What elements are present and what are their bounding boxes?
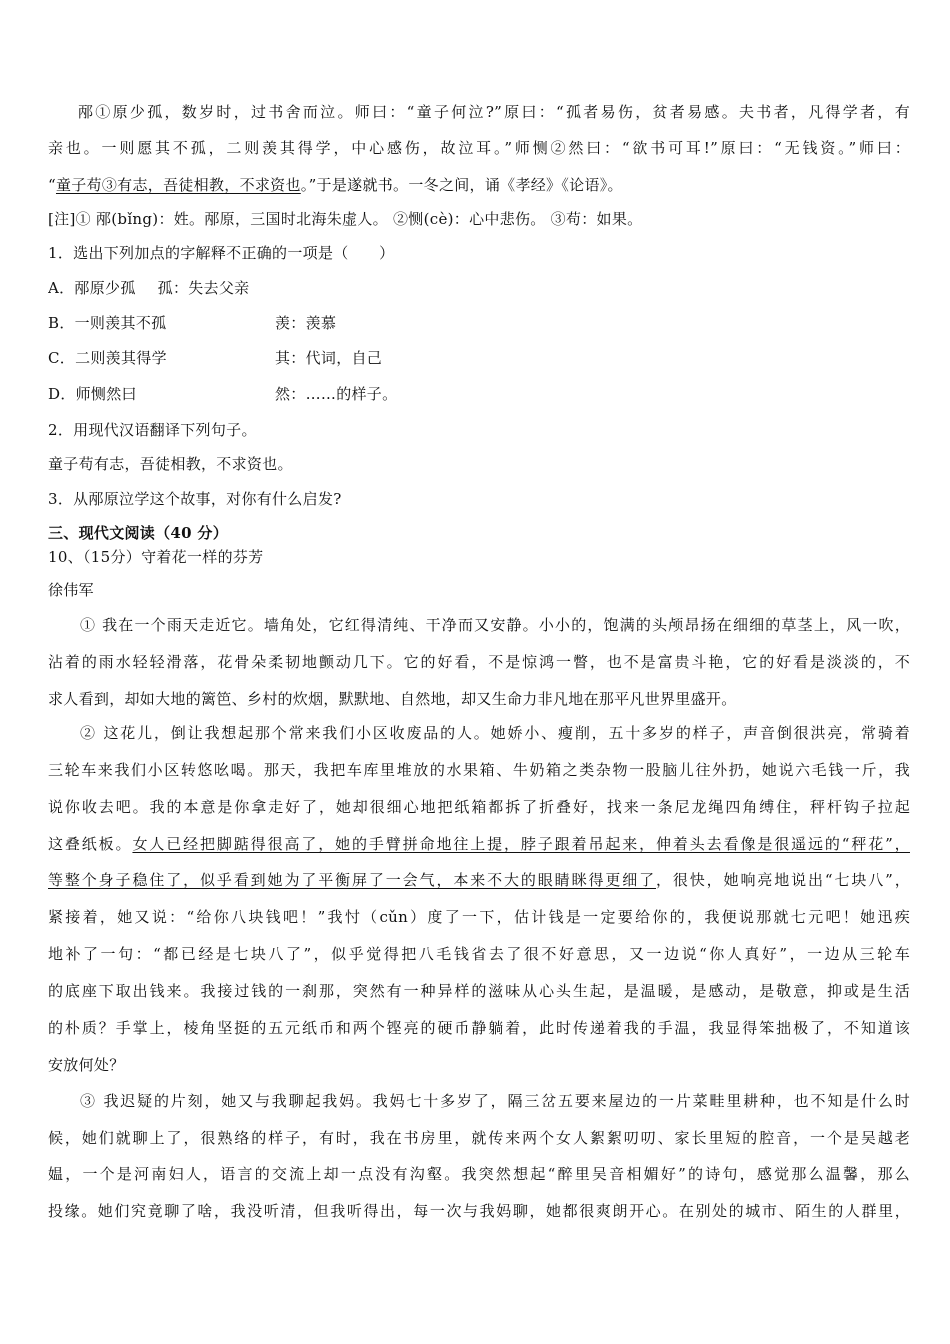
article-p1-line-3: 求人看到，却如大地的篱笆、乡村的炊烟，默默地、自然地，却又生命力非凡地在那平凡世界里盛开。: [48, 690, 737, 708]
article-p3-line-4: 投缘。她们究竟聊了啥，我没听清，但我听得出，每一次与我妈聊，她都很爽朗开心。在别处的城市、陌生的人群里，: [48, 1202, 910, 1220]
option-a: [48, 277, 910, 299]
option-a-text: A．邴原少孤: [48, 279, 136, 297]
article-p2-line-1: ② 这花儿，倒让我想起那个常来我们小区收废品的人。她娇小、瘦削，五十多岁的样子，声音倒很洪亮，常骑着: [80, 724, 910, 742]
article-p2-line-3: 说你收去吧。我的本意是你拿走好了，她却很细心地把纸箱都拆了折叠好，找来一条尼龙绳四角缚住，秤杆钩子拉起: [48, 798, 910, 816]
option-b-text: B．一则羡其不孤: [48, 314, 167, 332]
option-d-explanation: 然：……的样子。: [275, 385, 398, 403]
article-p1-line-2: 沾着的雨水轻轻滑落，花骨朵柔韧地颤动几下。它的好看，不是惊鸿一瞥，也不是富贵斗艳，它的好看是淡淡的，不: [48, 653, 910, 671]
option-c-text: C．二则羡其得学: [48, 349, 167, 367]
option-c: [48, 347, 910, 369]
p2-line-5-plain: ，很快，她响亮地说出“七块八”，: [656, 871, 910, 889]
classical-line-3: [48, 174, 910, 196]
question-3: 3．从邴原泣学这个故事，对你有什么启发?: [48, 490, 342, 508]
underlined-sentence: 童子苟③有志，吾徒相教，不求资也: [55, 176, 301, 194]
article-p2-line-6: 紧接着，她又说：“给你八块钱吧！”我忖（cǔn）度了一下，估计钱是一定要给你的，我便说那就七元吧！她迅疾: [48, 908, 910, 926]
article-p1-line-1: ① 我在一个雨天走近它。墙角处，它红得清纯、干净而又安静。小小的，饱满的头颅昂扬在细细的草茎上，风一吹，: [80, 616, 910, 634]
question-2: 2．用现代汉语翻译下列句子。: [48, 421, 257, 439]
quote-open: “: [48, 176, 56, 194]
article-p2-line-7: 地补了一句：“都已经是七块八了”，似乎觉得把八毛钱省去了很不好意思，又一边说“你人真好”，一边从三轮车: [48, 945, 910, 963]
option-d-text: D．师恻然曰: [48, 385, 137, 403]
classical-line-3-rest: 。”于是遂就书。一冬之间，诵《孝经》《论语》。: [300, 176, 623, 194]
article-p3-line-3: 媪，一个是河南妇人，语言的交流上却一点没有沟壑。我突然想起“醉里吴音相媚好”的诗句，感觉那么温馨，那么: [48, 1165, 910, 1183]
classical-line-1: 邴①原少孤，数岁时，过书舍而泣。师曰：“童子何泣?”原曰：“孤者易伤，贫者易感。夫书者，凡得学者，有: [78, 103, 910, 121]
classical-line-2: 亲也。一则愿其不孤，二则羡其得学，中心感伤，故泣耳。”师恻②然曰：“欲书可耳!”原曰：“无钱资。”师曰：: [48, 139, 910, 157]
article-p2-line-10: 安放何处？: [48, 1056, 125, 1074]
option-b: [48, 312, 910, 334]
article-p3-line-1: ③ 我迟疑的片刻，她又与我聊起我妈。我妈七十多岁了，隔三岔五要来屋边的一片菜畦里耕种，也不知是什么时: [80, 1092, 910, 1110]
question-2-sentence: 童子苟有志，吾徒相教，不求资也。: [48, 455, 293, 473]
item-title: 10、（15分）守着花一样的芬芳: [48, 548, 264, 566]
option-b-explanation: 羡：羡慕: [275, 314, 337, 332]
article-p2-line-9: 的朴质？手掌上，棱角坚挺的五元纸币和两个铿亮的硬币静躺着，此时传递着我的手温，我显得笨拙极了，不知道该: [48, 1019, 910, 1037]
p2-line-5-underlined: 等整个身子稳住了，似乎看到她为了平衡屏了一会气，本来不大的眼睛眯得更细了: [48, 871, 657, 889]
article-p2-line-8: 的底座下取出钱来。我接过钱的一刹那，突然有一种异样的滋味从心头生起，是温暖，是感动，是敬意，抑或是生活: [48, 982, 910, 1000]
option-c-explanation: 其：代词，自己: [275, 349, 383, 367]
author: 徐伟军: [48, 581, 94, 599]
question-1: 1．选出下列加点的字解释不正确的一项是（ ）: [48, 244, 395, 262]
article-p3-line-2: 候，她们就聊上了，很熟络的样子，有时，我在书房里，就传来两个女人絮絮叨叨、家长里短的腔音，一个是吴越老: [48, 1129, 910, 1147]
annotation-note: [注]① 邴(bǐng)：姓。邴原，三国时北海朱虚人。 ②恻(cè)：心中悲伤。 ③苟：如果。: [48, 210, 643, 228]
article-p2-line-2: 三轮车来我们小区转悠吆喝。那天，我把车库里堆放的水果箱、牛奶箱之类杂物一股脑儿往外扔，她说六毛钱一斤，我: [48, 761, 910, 779]
article-p2-line-4: [48, 833, 910, 855]
section-heading: 三、现代文阅读（40 分）: [48, 524, 228, 542]
article-p2-line-5: [48, 869, 910, 891]
p2-line-4-plain: 这叠纸板。: [48, 835, 133, 853]
option-a-explanation: 孤：失去父亲: [157, 279, 250, 297]
p2-line-4-underlined: 女人已经把脚踮得很高了，她的手臂拼命地往上提，脖子跟着吊起来，伸着头去看像是很遥远的“秤花”，: [132, 835, 910, 853]
option-d: [48, 383, 910, 405]
